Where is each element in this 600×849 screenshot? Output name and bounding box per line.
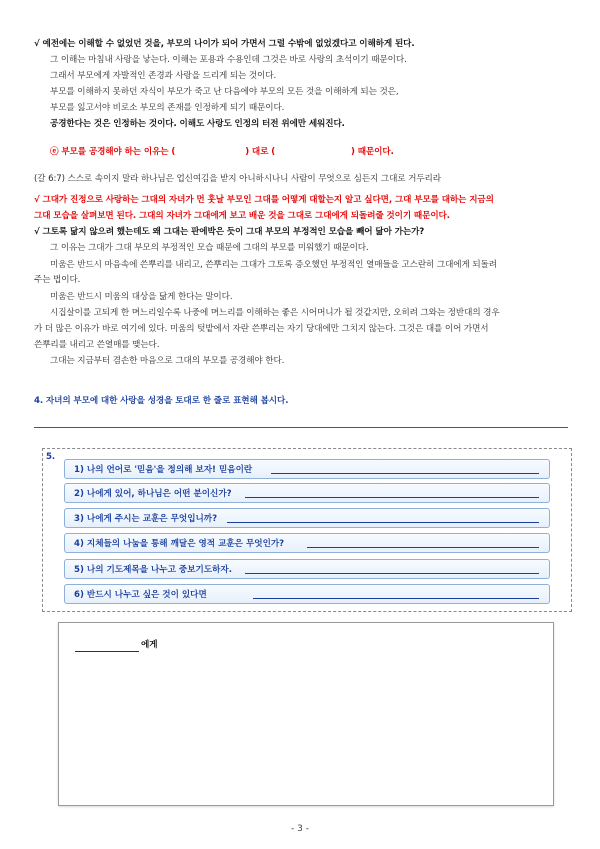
paragraph-line: 미움은 반드시 미움의 대상을 닮게 한다는 말이다. (50, 292, 233, 302)
answer-line-3 (227, 522, 539, 523)
question-label-6: 6) 반드시 나누고 싶은 것이 있다면 (74, 590, 207, 600)
letter-recipient-line[interactable] (75, 651, 139, 652)
section-4-answer-line[interactable] (34, 427, 568, 428)
letter-writing-box[interactable] (58, 622, 554, 806)
paragraph-line: 부모를 이해하지 못하던 자식이 부모가 죽고 난 다음에야 부모의 모든 것을 이해하게 되는 것은, (50, 87, 399, 97)
bible-verse: (갈 6:7) 스스로 속이지 말라 하나님은 업신여김을 받지 아니하시나니 사람이 무엇으로 심든지 그대로 거두리라 (34, 174, 441, 184)
page-number: - 3 - (291, 824, 309, 834)
answer-line-2 (245, 497, 539, 498)
paragraph-line: 미움은 반드시 마음속에 쓴뿌리를 내리고, 쓴뿌리는 그대가 그토록 증오했던 부정적인 열매들을 고스란히 그대에게 되돌려 (50, 260, 497, 270)
paragraph-line: 가 더 많은 이유가 바로 여기에 있다. 미움의 텃밭에서 자란 쓴뿌리는 자기 당대에만 그치지 않는다. 그것은 대를 이어 가면서 (34, 324, 489, 334)
question-box-1[interactable] (64, 459, 550, 479)
question-label-5: 5) 나의 기도제목을 나누고 중보기도하자. (74, 565, 232, 575)
question-label-3: 3) 나에게 주시는 교훈은 무엇입니까? (74, 514, 218, 524)
question-box-5[interactable] (64, 559, 550, 579)
answer-line-5 (245, 573, 539, 574)
section-5-number: 5. (46, 452, 56, 462)
answer-line-1 (271, 473, 539, 474)
paragraph-check-2: √ 그대가 진정으로 사랑하는 그대의 자녀가 먼 훗날 부모인 그대를 어떻게 대할는지 알고 싶다면, 그대 부모를 대하는 지금의 (34, 195, 494, 205)
paragraph-line: 그래서 부모에게 자발적인 존경과 사랑을 드리게 되는 것이다. (50, 71, 277, 81)
letter-salutation: 에게 (141, 640, 158, 650)
question-label-2: 2) 나에게 있어, 하나님은 어떤 분이신가? (74, 489, 232, 499)
paragraph-line: 그대는 지금부터 겸손한 마음으로 그대의 부모를 공경해야 한다. (50, 356, 285, 366)
question-box-6[interactable] (64, 584, 550, 604)
section-4-title: 4. 자녀의 부모에 대한 사랑을 성경을 토대로 한 줄로 표현해 봅시다. (34, 396, 289, 406)
paragraph-check-1: √ 예전에는 이해할 수 없었던 것을, 부모의 나이가 되어 가면서 그럴 수밖에 없었겠다고 이해하게 된다. (34, 39, 415, 49)
fill-in-part-1: ⓔ 부모를 공경해야 하는 이유는 ( (50, 147, 176, 157)
fill-in-question-e (50, 146, 394, 158)
paragraph-line: 쓴뿌리를 내리고 쓴열매를 맺는다. (34, 340, 160, 350)
question-box-4[interactable] (64, 533, 550, 553)
paragraph-check-3: √ 그토록 닮지 않으려 했는데도 왜 그대는 판에박은 듯이 그대 부모의 부정적인 모습을 빼어 닮아 가는가? (34, 227, 425, 237)
fill-in-part-3: ) 때문이다. (351, 147, 394, 157)
paragraph-line: 시집살이를 고되게 한 며느리일수록 나중에 며느리를 이해하는 좋은 시어머니가 될 것같지만, 오히려 그와는 정반대의 경우 (50, 308, 500, 318)
paragraph-line: 부모를 잃고서야 비로소 부모의 존재를 인정하게 되기 때문이다. (50, 103, 285, 113)
paragraph-line: 주는 법이다. (34, 275, 81, 285)
paragraph-line-emphasis: 공경한다는 것은 인정하는 것이다. 이해도 사랑도 인정의 터전 위에만 세워진다. (50, 119, 345, 129)
paragraph-line: 그 이해는 마침내 사랑을 낳는다. 이해는 포용과 수용인데 그것은 바로 사랑의 초석이기 때문이다. (50, 55, 407, 65)
answer-line-6 (253, 598, 539, 599)
question-box-2[interactable] (64, 483, 550, 503)
question-box-3[interactable] (64, 508, 550, 528)
question-label-1: 1) 나의 언어로 '믿음'을 정의해 보자! 믿음이란 (74, 465, 253, 475)
question-label-4: 4) 지체들의 나눔을 통해 깨달은 영적 교훈은 무엇인가? (74, 539, 285, 549)
paragraph-line-red: 그대 모습을 살펴보면 된다. 그대의 자녀가 그대에게 보고 배운 것을 그대로 그대에게 되돌려줄 것이기 때문이다. (34, 211, 450, 221)
paragraph-line: 그 이유는 그대가 그대 부모의 부정적인 모습 때문에 그대의 부모를 미워했기 때문이다. (50, 243, 369, 253)
fill-in-part-2: ) 대로 ( (245, 147, 276, 157)
answer-line-4 (307, 547, 539, 548)
